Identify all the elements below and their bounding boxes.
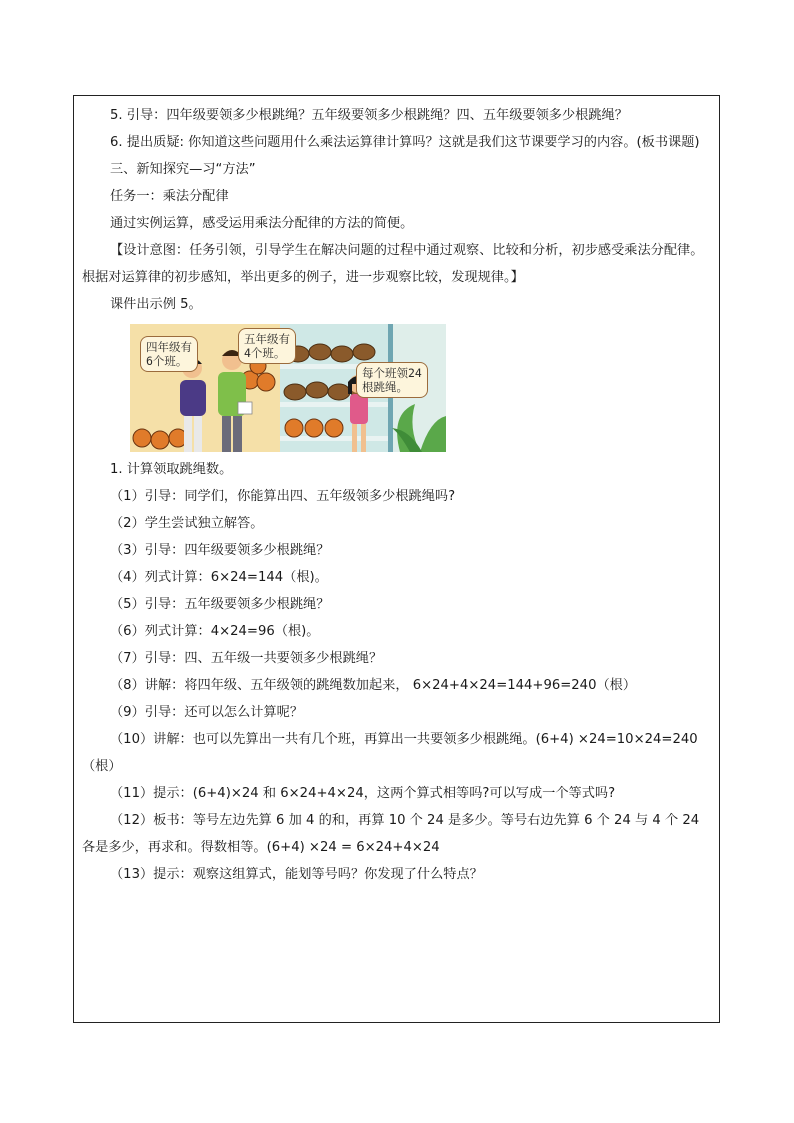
step-1-3: （3）引导：四年级要领多少根跳绳？ xyxy=(110,543,330,558)
section-heading: 三、新知探究—习“方法” xyxy=(110,162,256,177)
step-1-9: （9）引导：还可以怎么计算呢？ xyxy=(110,705,304,720)
task-heading: 任务一：乘法分配律 xyxy=(110,189,229,204)
step-1-6: （6）列式计算：4×24=96（根)。 xyxy=(110,624,320,639)
bubble-per-class: 每个班领24 根跳绳。 xyxy=(356,362,428,398)
task-description: 通过实例运算，感受运用乘法分配律的方法的简便。 xyxy=(110,216,414,231)
bubble-grade5: 五年级有 4个班。 xyxy=(238,328,296,364)
step-1: 1. 计算领取跳绳数。 xyxy=(110,462,233,477)
lesson-content xyxy=(82,102,711,888)
bubble-grade4: 四年级有 6个班。 xyxy=(140,336,198,372)
example-caption: 课件出示例 5。 xyxy=(110,297,202,312)
step-1-13: （13）提示：观察这组算式，能划等号吗？你发现了什么特点？ xyxy=(110,867,483,882)
step-1-10: （10）讲解：也可以先算出一共有几个班，再算出一共要领多少根跳绳。(6+4) ×24=10×24=240（根） xyxy=(82,732,698,774)
step-1-11: （11）提示：(6+4)×24 和 6×24+4×24，这两个算式相等吗?可以写成一个等式吗? xyxy=(110,786,616,801)
design-intent: 【设计意图：任务引领，引导学生在解决问题的过程中通过观察、比较和分析，初步感受乘法分配律。根据对运算律的初步感知，举出更多的例子，进一步观察比较，发现规律。】 xyxy=(82,243,704,285)
lesson-table-cell xyxy=(73,95,720,1023)
step-1-7: （7）引导：四、五年级一共要领多少根跳绳？ xyxy=(110,651,383,666)
step-1-5: （5）引导：五年级要领多少根跳绳？ xyxy=(110,597,330,612)
step-1-2: （2）学生尝试独立解答。 xyxy=(110,516,264,531)
line-5: 5. 引导：四年级要领多少根跳绳？五年级要领多少根跳绳？四、五年级要领多少根跳绳？ xyxy=(110,108,628,123)
step-1-8: （8）讲解：将四年级、五年级领的跳绳数加起来， 6×24+4×24=144+96=240（根） xyxy=(110,678,637,693)
line-6: 6. 提出质疑: 你知道这些问题用什么乘法运算律计算吗？这就是我们这节课要学习的内容。(板书课题) xyxy=(110,135,700,150)
step-1-4: （4）列式计算：6×24=144（根)。 xyxy=(110,570,328,585)
example-illustration xyxy=(130,324,446,452)
step-1-12: （12）板书：等号左边先算 6 加 4 的和，再算 10 个 24 是多少。等号右边先算 6 个 24 与 4 个 24 各是多少，再求和。得数相等。(6+4) ×24 = 6×24+4×24 xyxy=(82,813,700,855)
step-1-1: （1）引导：同学们，你能算出四、五年级领多少根跳绳吗? xyxy=(110,489,456,504)
